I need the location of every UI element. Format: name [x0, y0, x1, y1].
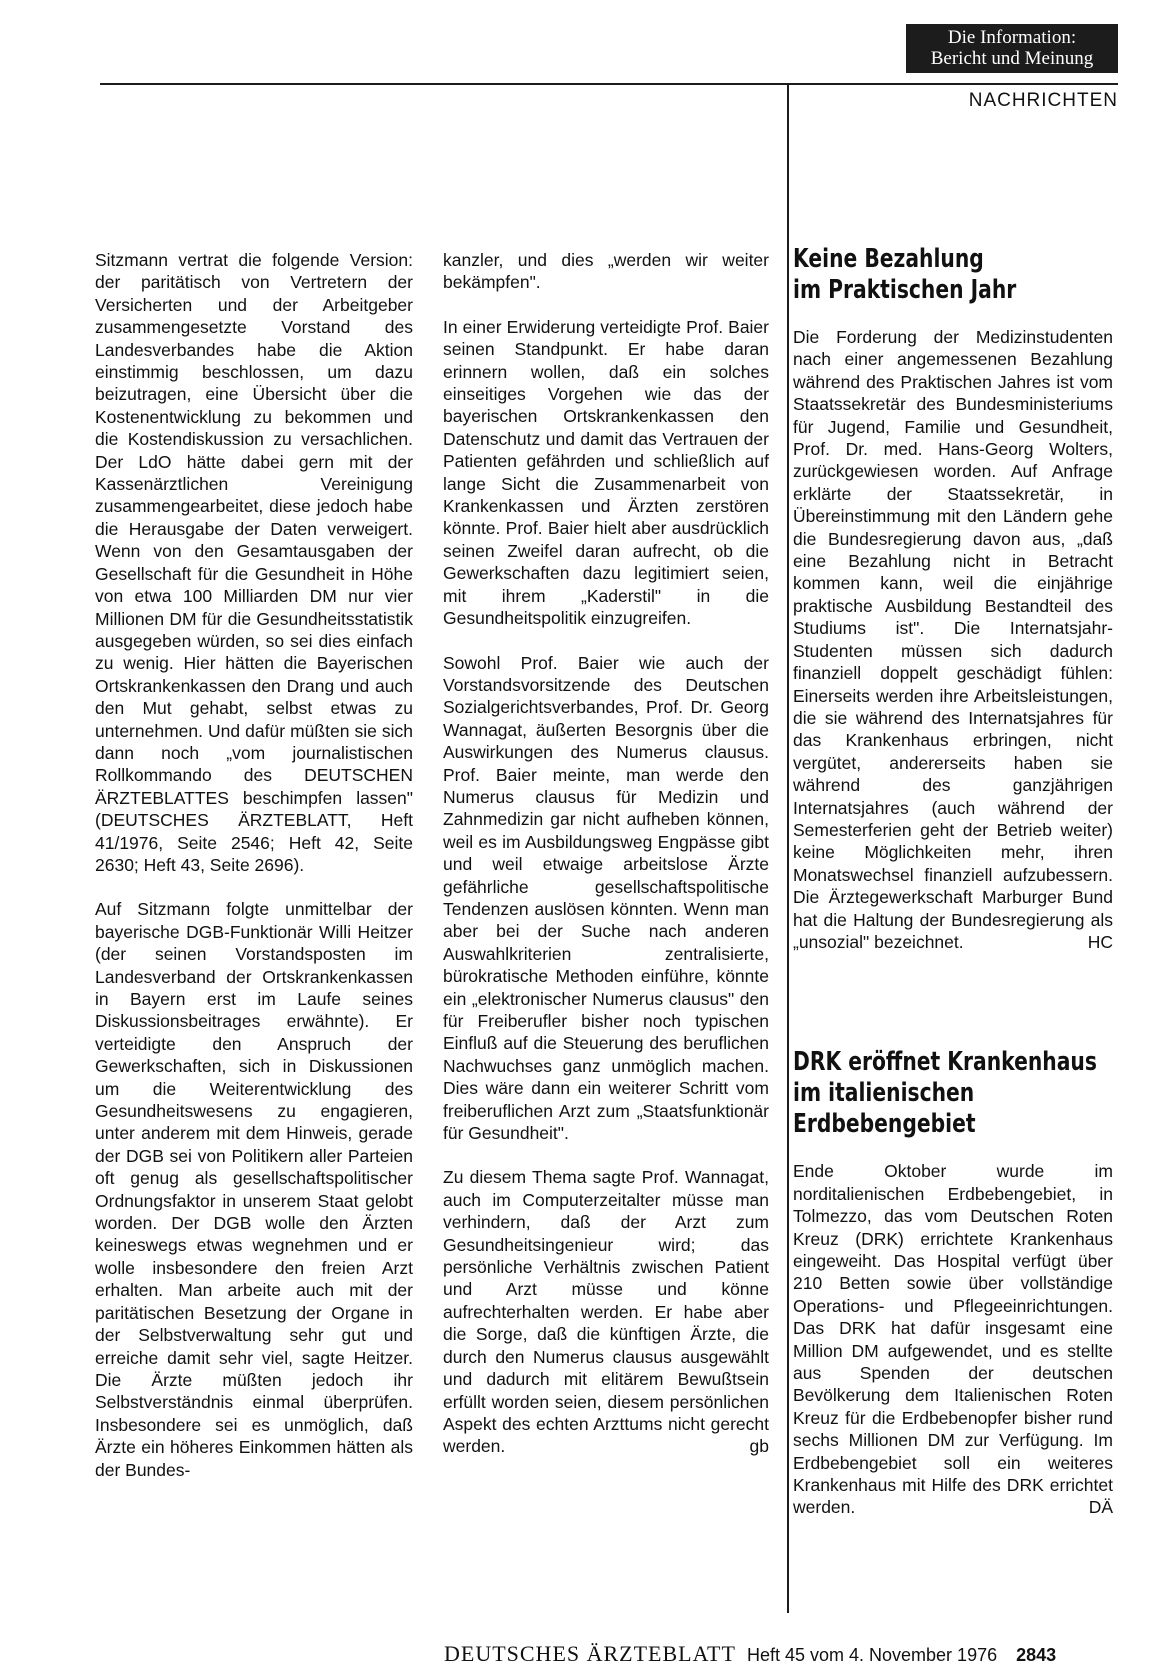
paragraph: [793, 1160, 1113, 1519]
column-divider: [787, 83, 789, 1613]
author-signature: gb: [749, 1436, 769, 1457]
headline-line: Keine Bezahlung: [793, 244, 984, 274]
paragraph: kanzler, und dies „werden wir weiter bekämpfen".: [443, 250, 769, 293]
news-item-praktisches-jahr: [793, 244, 1113, 953]
paragraph: [443, 1166, 769, 1457]
rubric-line-1: Die Information:: [947, 27, 1077, 48]
paragraph: [793, 326, 1113, 953]
column-2: [443, 249, 769, 1480]
paragraph-text: Zu diesem Thema sagte Prof. Wannagat, auch im Computerzeitalter müsse man verhindern, daß der Arzt zum Gesundheitsingenieur wird; das persönliche Verhältnis zwischen Patient und Arzt müsse und könne aufrechterhalten werden. Er habe aber die Sorge, daß die künftigen Ärzte, die durch den Numerus clausus ausgewählt und dadurch mit elitärem Bewußtsein erfüllt worden seien, diesem persönlichen Aspekt des echten Arzttums nicht gerecht werden.: [443, 1167, 769, 1457]
news-item-drk: [793, 1047, 1113, 1519]
page-footer: [444, 1641, 1056, 1667]
rubric-line-2: Bericht und Meinung: [930, 48, 1094, 69]
section-label: NACHRICHTEN: [968, 90, 1118, 111]
top-rule: [100, 83, 1118, 85]
column-3: [793, 244, 1113, 1541]
headline-line: im Praktischen Jahr: [793, 275, 1017, 305]
paragraph-text: Die Forderung der Medizinstudenten nach einer angemessenen Bezahlung während des Praktischen Jahres ist vom Staatssekretär des Bundesministeriums für Jugend, Familie und Gesundheit, Prof. Dr. med. Hans-Georg Wolters, zurückgewiesen worden. Auf Anfrage erklärte der Staatssekretär, in Übereinstimmung mit den Ländern gehe die Bundesregierung davon aus, „daß eine Bezahlung nicht in Betracht kommen kann, weil die einjährige praktische Ausbildung Bestandteil des Studiums ist". Die Internatsjahr-Studenten müssen sich dadurch finanziell doppelt geschädigt fühlen: Einerseits werden ihre Arbeitsleistungen, die sie während des Internatsjahres für das Krankenhaus erbringen, nicht vergütet, andererseits haben sie während des ganzjährigen Internatsjahres (auch während der Semesterferien geht der Betrieb weiter) keine Möglichkeiten mehr, ihren Monatswechsel finanziell aufzubessern. Die Ärztegewerkschaft Marburger Bund hat die Haltung der Bundesregierung als „unsozial" bezeichnet.: [793, 327, 1113, 952]
paragraph: In einer Erwiderung verteidigte Prof. Baier seinen Standpunkt. Er habe daran erinnern wollen, daß ein solches einseitiges Vorgehen wie das der bayerischen Ortskrankenkassen den Datenschutz und damit das Vertrauen der Patienten gefährden und schließlich auf lange Sicht die Zusammenarbeit von Krankenkassen und Ärzten zerstören könnte. Prof. Baier hielt aber ausdrücklich seinen Zweifel daran aufrecht, ob die Gewerkschaften dazu legitimiert seien, mit ihrem „Kaderstil" in die Gesundheitspolitik einzugreifen.: [443, 316, 769, 629]
author-signature: DÄ: [1088, 1497, 1113, 1518]
journal-name: DEUTSCHES ÄRZTEBLATT: [444, 1641, 736, 1666]
headline-line: Erdbebengebiet: [793, 1109, 976, 1140]
paragraph: Sowohl Prof. Baier wie auch der Vorstandsvorsitzende des Deutschen Sozialgerichtsverbandes, Prof. Dr. Georg Wannagat, äußerten Besorgnis über die Auswirkungen des Numerus clausus. Prof. Baier meinte, man werde den Numerus clausus für Medizin und Zahnmedizin gar nicht aufheben können, weil es im Ausbildungsweg Engpässe gibt und weil etwaige arbeitslose Ärzte gefährliche gesellschaftspolitische Tendenzen auslösen könnten. Wenn man aber bei der Suche nach anderen Auswahlkriterien zentralisierte, bürokratische Methoden einführe, könnte ein „elektronischer Numerus clausus" den für Freiberufler bisher noch typischen Einfluß auf die Steuerung des beruflichen Nachwuchses ganz unmöglich machen. Dies wäre dann ein weiterer Schritt vom freiberuflichen Arzt zum „Staatsfunktionär für Gesundheit".: [443, 652, 769, 1144]
issue-info: Heft 45 vom 4. November 1976: [746, 1645, 998, 1665]
rubric-box: [906, 24, 1118, 73]
headline-line: DRK eröffnet Krankenhaus: [793, 1047, 1097, 1078]
author-signature: HC: [1087, 931, 1113, 952]
headline: [793, 1047, 1121, 1140]
headline-line: im italienischen: [793, 1078, 975, 1109]
paragraph: Sitzmann vertrat die folgende Version: der paritätisch von Vertretern der Versicherten und der Arbeitgeber zusammengesetzte Vorstand des Landesverbandes habe die Aktion einstimmig beschlossen, um dazu beizutragen, eine Übersicht über die Kostenentwicklung zu bekommen und die Kostendiskussion zu versachlichen. Der LdO hätte dabei gern mit der Kassenärztlichen Vereinigung zusammengearbeitet, diese jedoch habe die Herausgabe der Daten verweigert. Wenn von den Gesamtausgaben der Gesellschaft für die Gesundheit in Höhe von etwa 100 Milliarden DM nur vier Millionen DM für die Gesundheitsstatistik ausgegeben würden, so sei dies einfach zu wenig. Hier hätten die Bayerischen Ortskrankenkassen den Drang und auch den Mut gehabt, selbst etwas zu unternehmen. Und dafür müßten sie sich dann noch „vom journalistischen Rollkommando des DEUTSCHEN ÄRZTEBLATTES beschimpfen lassen" (DEUTSCHES ÄRZTEBLATT, Heft 41/1976, Seite 2546; Heft 42, Seite 2630; Heft 43, Seite 2696).: [95, 250, 413, 875]
paragraph: Auf Sitzmann folgte unmittelbar der bayerische DGB-Funktionär Willi Heitzer (der seinen Vorstandsposten im Landesverband der Ortskrankenkassen in Bayern erst im Laufe seines Diskussionsbeitrages erwähnte). Er verteidigte den Anspruch der Gewerkschaften, sich in Diskussionen um die Weiterentwicklung des Gesundheitswesens zu engagieren, unter anderem mit dem Hinweis, gerade der DGB sei von Politikern aller Parteien oft genug als gesellschaftspolitischer Ordnungsfaktor in unserem Staat gelobt worden. Der DGB wolle den Ärzten keineswegs etwas wegnehmen und er wolle insbesondere den freien Arzt erhalten. Man arbeite auch mit der paritätischen Besetzung der Organe in der Selbstverwaltung sehr gut und erreiche damit sehr viel, sagte Heitzer. Die Ärzte müßten jedoch ihr Selbstverständnis einmal überprüfen. Insbesondere sei es unmöglich, daß Ärzte ein höheres Einkommen hätten als der Bundes-: [95, 899, 413, 1480]
column-1: [95, 249, 413, 1503]
paragraph-text: Ende Oktober wurde im norditalienischen Erdbebengebiet, in Tolmezzo, das vom Deutschen Roten Kreuz (DRK) errichtete Krankenhaus eingeweiht. Das Hospital verfügt über 210 Betten sowie über vollständige Operations- und Pflegeeinrichtungen. Das DRK hat dafür insgesamt eine Million DM aufgewendet, und es stellte aus Spenden der deutschen Bevölkerung dem Italienischen Roten Kreuz für die Erdbebenopfer bisher rund sechs Millionen DM zur Verfügung. Im Erdbebengebiet soll ein weiteres Krankenhaus mit Hilfe des DRK errichtet werden.: [793, 1161, 1113, 1518]
page-number: 2843: [1016, 1645, 1057, 1665]
headline: [793, 244, 1121, 306]
